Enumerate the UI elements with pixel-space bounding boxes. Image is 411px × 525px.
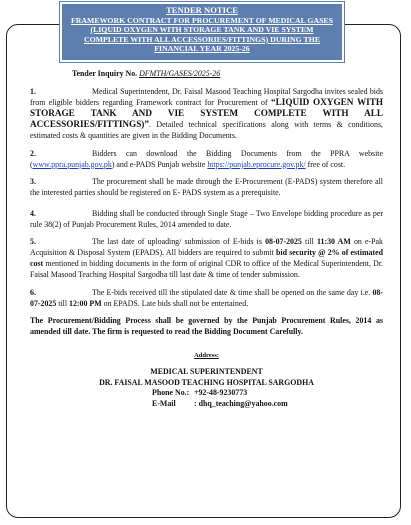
paragraph-text: till	[56, 298, 70, 308]
notice-subtitle: FRAMEWORK CONTRACT FOR PROCUREMENT OF MEDICAL GASES (LIQUID OXYGEN WITH STORAGE TANK AND VIE SYSTEM COMPLETE WITH ALL ACCESSORIES/FITTINGS) DURING THE FINANCIAL YEAR 2025-26	[71, 15, 333, 54]
item-name-emphasis: “LIQUID OXYGEN WITH STORAGE TANK AND VIE SYSTEM COMPLETE WITH ALL ACCESSORIES/FITTINGS)”	[30, 97, 383, 130]
final-note: The Procurement/Bidding Process shall be governed by the Punjab Procurement Rules, 2014 as amended till date. The firm is requested to read the Bidding Document Carefully.	[30, 315, 383, 336]
ppra-website-link[interactable]: www.ppra.punjab.gov.pk	[32, 159, 112, 169]
paragraph-number: 5.	[30, 237, 36, 247]
paragraph-number: 2.	[30, 148, 36, 158]
paragraph-text: on EPADS. Late bids shall not be entertained.	[101, 298, 249, 308]
paragraph-3	[30, 176, 383, 198]
phone-label: Phone No.:	[152, 388, 190, 398]
bid-security-emphasis: bid security @ 2% of estimated cost	[30, 248, 383, 269]
paragraph-text: Bidding shall be conducted through Single Stage – Two Envelope bidding procedure as per rule 38(2) of Punjab Procurement Rules, 2014 amended to date.	[30, 208, 383, 230]
paragraph-text: Medical Superintendent, Dr. Faisal Masood Teaching Hospital Sargodha invites sealed bids from eligible bidders regarding Framework contract for Procurement of	[30, 87, 383, 108]
tender-inquiry	[30, 68, 383, 79]
paragraph-6	[30, 287, 383, 309]
paragraph-number: 4.	[30, 208, 36, 218]
submission-date: 08-07-2025	[265, 237, 302, 247]
paragraph-text: The E-bids received till the stipulated date & time shall be opened on the same day i.e.	[92, 287, 373, 297]
paragraph-5	[30, 236, 383, 280]
paragraph-4	[30, 208, 383, 230]
paragraph-number: 1.	[30, 87, 36, 97]
email-line	[30, 399, 383, 409]
paragraph-text: The procurement shall be made through the E-Procurement (E-PADS) system therefore all the interested parties should be registered on E- PADS system as a prerequisite.	[30, 176, 383, 197]
address-label: Address:	[194, 351, 219, 359]
notice-title: TENDER NOTICE	[166, 5, 238, 15]
address-hospital: DR. FAISAL MASOOD TEACHING HOSPITAL SARGODHA	[99, 377, 314, 387]
address-designation: MEDICAL SUPERINTENDENT	[150, 367, 263, 377]
paragraph-text: on e-Pak Acquisition & Disposal System (EPADS). All bidders are required to submit	[30, 237, 383, 258]
phone-number: +92-48-9230773	[193, 388, 248, 398]
paragraph-text: . Detailed technical specifications along with terms & conditions, estimated costs & quantities are given in the Bidding Documents.	[30, 120, 383, 141]
phone-line	[30, 388, 383, 398]
paragraph-text: mentioned in bidding documents in the form of original CDR to office of the Medical Superintendent, Dr. Faisal Masood Teaching Hospital Sargodha till last date & time of tender submission.	[30, 259, 383, 280]
paragraph-text: ) and e-PADS Punjab website	[111, 159, 208, 169]
paragraph-text: free of cost.	[305, 159, 346, 169]
tender-inquiry-label: Tender Inquiry No.	[72, 69, 138, 78]
paragraph-text: till	[301, 237, 317, 247]
paragraph-text: The last date of uploading/ submission of E-bids is	[92, 237, 266, 247]
paragraph-number: 3.	[30, 176, 36, 186]
email-address: : dhq_teaching@yahoo.com	[193, 398, 288, 408]
address-block	[30, 351, 383, 409]
paragraph-number: 6.	[30, 287, 36, 297]
email-label: E-Mail	[152, 398, 176, 408]
header-banner	[60, 2, 344, 62]
paragraph-1	[30, 86, 383, 141]
paragraph-2	[30, 148, 383, 170]
opening-date: 08-07-2025	[30, 287, 383, 308]
opening-time: 12:00 PM	[69, 298, 102, 308]
notice-body	[30, 68, 383, 409]
epads-website-link[interactable]: https://punjab.eprocure.gov.pk/	[207, 159, 306, 169]
tender-inquiry-number: DFMTH/GASES/2025-26	[139, 69, 221, 78]
paragraph-text: Bidders can download the Bidding Documents from the PPRA website (	[30, 148, 383, 169]
submission-time: 11:30 AM	[316, 237, 351, 247]
